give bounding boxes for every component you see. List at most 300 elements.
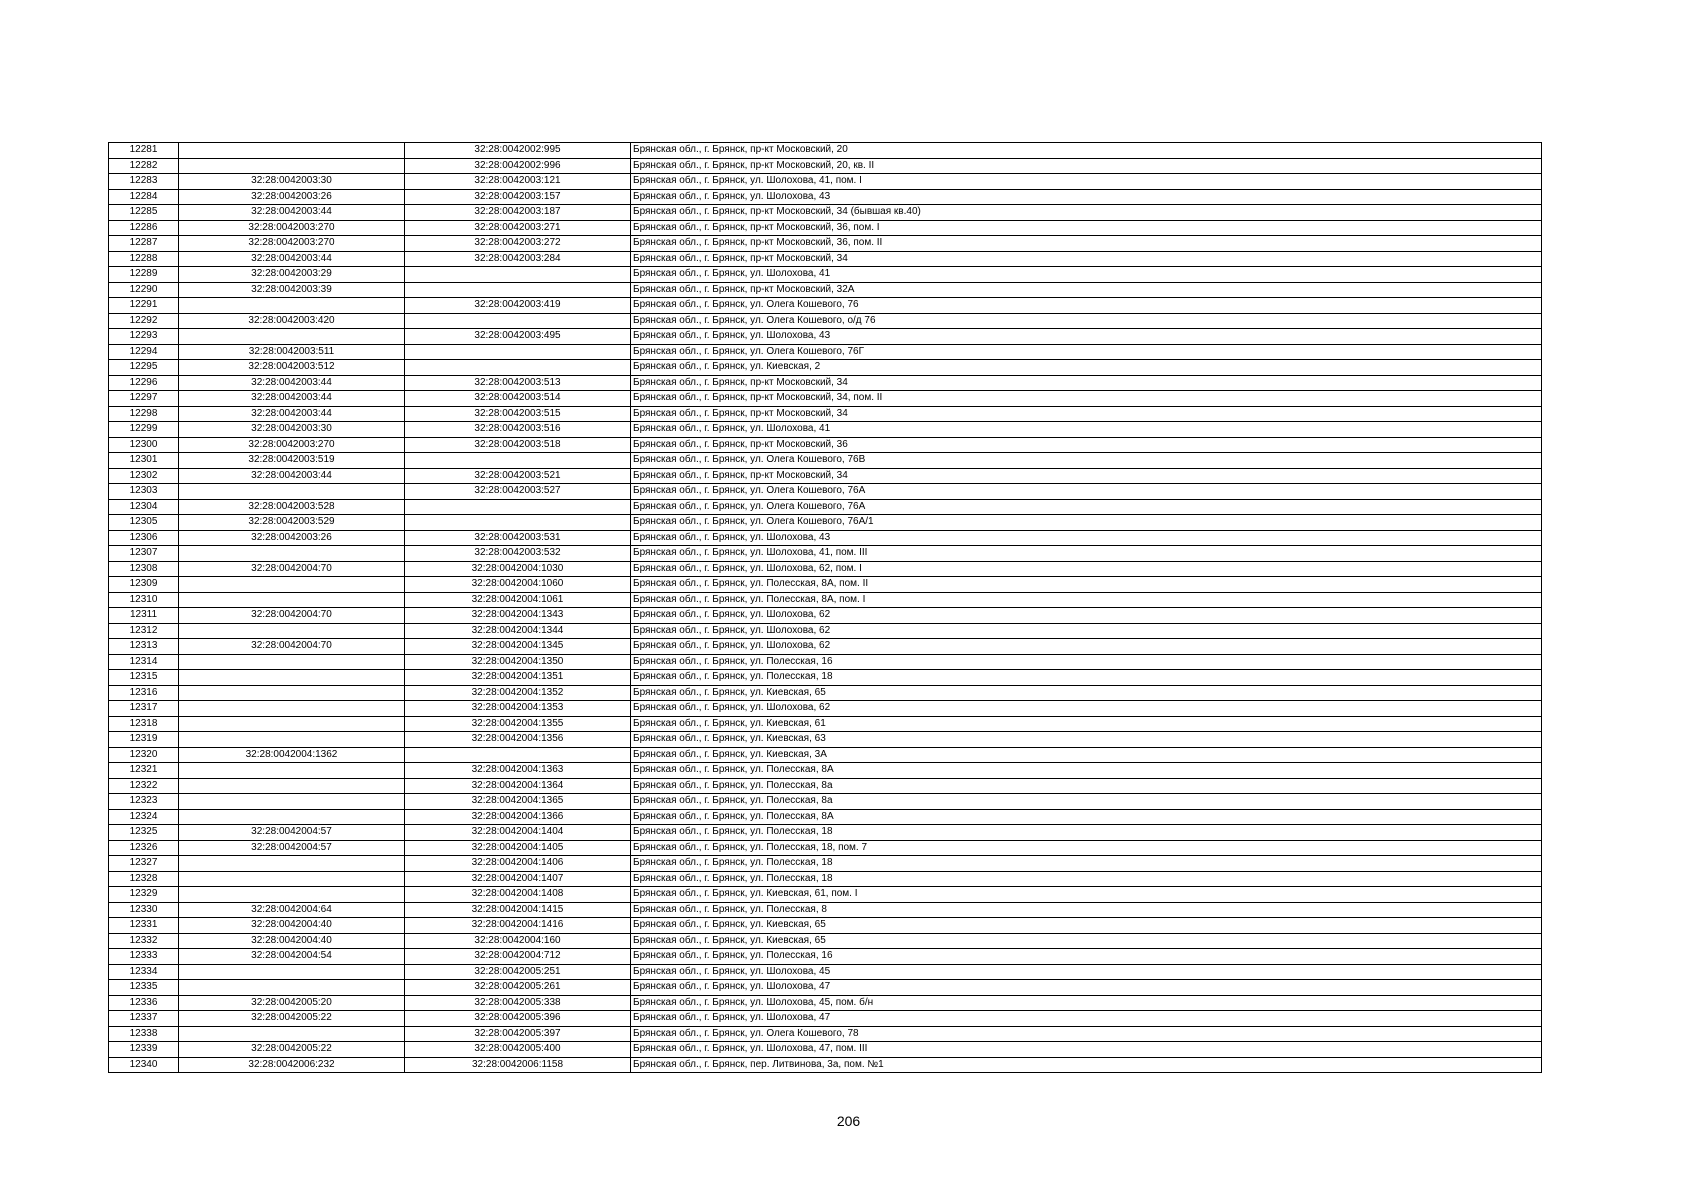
- address-cell: Брянская обл., г. Брянск, ул. Полесская, 18: [631, 670, 1542, 686]
- table-row: [109, 763, 1542, 779]
- registry-table-body: [109, 143, 1542, 1073]
- row-number-cell: 12298: [109, 406, 179, 422]
- cadastral-number-cell: 32:28:0042004:1355: [405, 716, 631, 732]
- cadastral-number-cell: [405, 360, 631, 376]
- cadastral-number-cell: 32:28:0042004:1350: [405, 654, 631, 670]
- parent-cadastral-number-cell: [179, 298, 405, 314]
- parent-cadastral-number-cell: [179, 809, 405, 825]
- parent-cadastral-number-cell: 32:28:0042003:44: [179, 391, 405, 407]
- address-cell: Брянская обл., г. Брянск, ул. Олега Кошевого, 78: [631, 1026, 1542, 1042]
- parent-cadastral-number-cell: [179, 794, 405, 810]
- table-row: [109, 515, 1542, 531]
- row-number-cell: 12294: [109, 344, 179, 360]
- row-number-cell: 12313: [109, 639, 179, 655]
- table-row: [109, 174, 1542, 190]
- address-cell: Брянская обл., г. Брянск, ул. Шолохова, 41, пом. I: [631, 174, 1542, 190]
- parent-cadastral-number-cell: [179, 592, 405, 608]
- address-cell: Брянская обл., г. Брянск, пр-кт Московский, 34, пом. II: [631, 391, 1542, 407]
- row-number-cell: 12315: [109, 670, 179, 686]
- row-number-cell: 12338: [109, 1026, 179, 1042]
- address-cell: Брянская обл., г. Брянск, ул. Шолохова, 47, пом. III: [631, 1042, 1542, 1058]
- address-cell: Брянская обл., г. Брянск, ул. Киевская, 61: [631, 716, 1542, 732]
- address-cell: Брянская обл., г. Брянск, ул. Полесская, 18, пом. 7: [631, 840, 1542, 856]
- address-cell: Брянская обл., г. Брянск, ул. Шолохова, 43: [631, 329, 1542, 345]
- parent-cadastral-number-cell: [179, 964, 405, 980]
- row-number-cell: 12328: [109, 871, 179, 887]
- address-cell: Брянская обл., г. Брянск, пр-кт Московский, 20, кв. II: [631, 158, 1542, 174]
- parent-cadastral-number-cell: 32:28:0042006:232: [179, 1057, 405, 1073]
- parent-cadastral-number-cell: 32:28:0042003:44: [179, 406, 405, 422]
- row-number-cell: 12312: [109, 623, 179, 639]
- cadastral-number-cell: [405, 515, 631, 531]
- parent-cadastral-number-cell: [179, 577, 405, 593]
- cadastral-number-cell: [405, 499, 631, 515]
- row-number-cell: 12327: [109, 856, 179, 872]
- registry-table: [108, 142, 1542, 1073]
- table-row: [109, 143, 1542, 159]
- table-row: [109, 282, 1542, 298]
- parent-cadastral-number-cell: [179, 763, 405, 779]
- parent-cadastral-number-cell: 32:28:0042004:57: [179, 840, 405, 856]
- row-number-cell: 12283: [109, 174, 179, 190]
- cadastral-number-cell: 32:28:0042004:1405: [405, 840, 631, 856]
- parent-cadastral-number-cell: [179, 701, 405, 717]
- parent-cadastral-number-cell: [179, 887, 405, 903]
- parent-cadastral-number-cell: 32:28:0042003:44: [179, 468, 405, 484]
- table-row: [109, 236, 1542, 252]
- table-row: [109, 918, 1542, 934]
- row-number-cell: 12299: [109, 422, 179, 438]
- address-cell: Брянская обл., г. Брянск, ул. Киевская, 2: [631, 360, 1542, 376]
- table-row: [109, 949, 1542, 965]
- table-row: [109, 685, 1542, 701]
- address-cell: Брянская обл., г. Брянск, ул. Шолохова, 41, пом. III: [631, 546, 1542, 562]
- address-cell: Брянская обл., г. Брянск, пр-кт Московский, 34: [631, 375, 1542, 391]
- table-row: [109, 329, 1542, 345]
- address-cell: Брянская обл., г. Брянск, ул. Полесская, 8А, пом. I: [631, 592, 1542, 608]
- table-row: [109, 701, 1542, 717]
- cadastral-number-cell: 32:28:0042004:1344: [405, 623, 631, 639]
- table-row: [109, 856, 1542, 872]
- address-cell: Брянская обл., г. Брянск, ул. Киевская, 63: [631, 732, 1542, 748]
- page-number: 206: [836, 1113, 861, 1129]
- row-number-cell: 12284: [109, 189, 179, 205]
- table-row: [109, 298, 1542, 314]
- row-number-cell: 12314: [109, 654, 179, 670]
- address-cell: Брянская обл., г. Брянск, пр-кт Московский, 34: [631, 468, 1542, 484]
- cadastral-number-cell: 32:28:0042002:995: [405, 143, 631, 159]
- cadastral-number-cell: 32:28:0042004:1030: [405, 561, 631, 577]
- table-row: [109, 995, 1542, 1011]
- row-number-cell: 12304: [109, 499, 179, 515]
- row-number-cell: 12281: [109, 143, 179, 159]
- table-row: [109, 391, 1542, 407]
- table-row: [109, 670, 1542, 686]
- table-row: [109, 716, 1542, 732]
- cadastral-number-cell: 32:28:0042004:1366: [405, 809, 631, 825]
- table-row: [109, 608, 1542, 624]
- parent-cadastral-number-cell: [179, 685, 405, 701]
- table-row: [109, 840, 1542, 856]
- table-row: [109, 1057, 1542, 1073]
- address-cell: Брянская обл., г. Брянск, ул. Киевская, 65: [631, 933, 1542, 949]
- row-number-cell: 12310: [109, 592, 179, 608]
- address-cell: Брянская обл., г. Брянск, ул. Олега Кошевого, 76А/1: [631, 515, 1542, 531]
- row-number-cell: 12331: [109, 918, 179, 934]
- parent-cadastral-number-cell: 32:28:0042003:30: [179, 174, 405, 190]
- table-row: [109, 732, 1542, 748]
- row-number-cell: 12306: [109, 530, 179, 546]
- row-number-cell: 12288: [109, 251, 179, 267]
- cadastral-number-cell: 32:28:0042004:1407: [405, 871, 631, 887]
- parent-cadastral-number-cell: 32:28:0042003:270: [179, 437, 405, 453]
- address-cell: Брянская обл., г. Брянск, ул. Шолохова, 41: [631, 267, 1542, 283]
- row-number-cell: 12320: [109, 747, 179, 763]
- cadastral-number-cell: 32:28:0042004:1345: [405, 639, 631, 655]
- parent-cadastral-number-cell: [179, 732, 405, 748]
- address-cell: Брянская обл., г. Брянск, ул. Шолохова, 43: [631, 530, 1542, 546]
- table-row: [109, 902, 1542, 918]
- table-row: [109, 422, 1542, 438]
- address-cell: Брянская обл., г. Брянск, ул. Шолохова, 62: [631, 701, 1542, 717]
- parent-cadastral-number-cell: 32:28:0042003:44: [179, 375, 405, 391]
- address-cell: Брянская обл., г. Брянск, ул. Шолохова, 43: [631, 189, 1542, 205]
- table-row: [109, 484, 1542, 500]
- address-cell: Брянская обл., г. Брянск, ул. Шолохова, 62: [631, 639, 1542, 655]
- parent-cadastral-number-cell: [179, 329, 405, 345]
- address-cell: Брянская обл., г. Брянск, ул. Олега Кошевого, 76А: [631, 484, 1542, 500]
- cadastral-number-cell: [405, 747, 631, 763]
- table-row: [109, 499, 1542, 515]
- table-row: [109, 871, 1542, 887]
- row-number-cell: 12297: [109, 391, 179, 407]
- parent-cadastral-number-cell: [179, 1026, 405, 1042]
- row-number-cell: 12333: [109, 949, 179, 965]
- parent-cadastral-number-cell: 32:28:0042004:70: [179, 561, 405, 577]
- table-row: [109, 639, 1542, 655]
- parent-cadastral-number-cell: [179, 484, 405, 500]
- parent-cadastral-number-cell: 32:28:0042003:512: [179, 360, 405, 376]
- parent-cadastral-number-cell: [179, 623, 405, 639]
- cadastral-number-cell: 32:28:0042003:187: [405, 205, 631, 221]
- row-number-cell: 12321: [109, 763, 179, 779]
- row-number-cell: 12305: [109, 515, 179, 531]
- row-number-cell: 12323: [109, 794, 179, 810]
- address-cell: Брянская обл., г. Брянск, пр-кт Московский, 36: [631, 437, 1542, 453]
- cadastral-number-cell: 32:28:0042003:495: [405, 329, 631, 345]
- cadastral-number-cell: 32:28:0042005:261: [405, 980, 631, 996]
- row-number-cell: 12292: [109, 313, 179, 329]
- table-row: [109, 1011, 1542, 1027]
- address-cell: Брянская обл., г. Брянск, ул. Полесская, 16: [631, 654, 1542, 670]
- parent-cadastral-number-cell: 32:28:0042003:26: [179, 189, 405, 205]
- parent-cadastral-number-cell: 32:28:0042003:420: [179, 313, 405, 329]
- parent-cadastral-number-cell: [179, 546, 405, 562]
- table-row: [109, 546, 1542, 562]
- row-number-cell: 12282: [109, 158, 179, 174]
- cadastral-number-cell: 32:28:0042003:515: [405, 406, 631, 422]
- cadastral-number-cell: 32:28:0042004:1353: [405, 701, 631, 717]
- cadastral-number-cell: 32:28:0042004:160: [405, 933, 631, 949]
- cadastral-number-cell: 32:28:0042004:1416: [405, 918, 631, 934]
- row-number-cell: 12289: [109, 267, 179, 283]
- address-cell: Брянская обл., г. Брянск, ул. Олега Кошевого, 76А: [631, 499, 1542, 515]
- cadastral-number-cell: 32:28:0042004:1352: [405, 685, 631, 701]
- cadastral-number-cell: 32:28:0042003:521: [405, 468, 631, 484]
- row-number-cell: 12339: [109, 1042, 179, 1058]
- parent-cadastral-number-cell: 32:28:0042003:44: [179, 251, 405, 267]
- parent-cadastral-number-cell: 32:28:0042003:511: [179, 344, 405, 360]
- address-cell: Брянская обл., г. Брянск, пер. Литвинова, 3а, пом. №1: [631, 1057, 1542, 1073]
- row-number-cell: 12293: [109, 329, 179, 345]
- row-number-cell: 12317: [109, 701, 179, 717]
- cadastral-number-cell: 32:28:0042004:1356: [405, 732, 631, 748]
- table-row: [109, 360, 1542, 376]
- address-cell: Брянская обл., г. Брянск, ул. Полесская, 18: [631, 856, 1542, 872]
- cadastral-number-cell: [405, 282, 631, 298]
- parent-cadastral-number-cell: [179, 654, 405, 670]
- cadastral-number-cell: 32:28:0042003:516: [405, 422, 631, 438]
- address-cell: Брянская обл., г. Брянск, ул. Шолохова, 47: [631, 980, 1542, 996]
- parent-cadastral-number-cell: [179, 716, 405, 732]
- row-number-cell: 12337: [109, 1011, 179, 1027]
- row-number-cell: 12330: [109, 902, 179, 918]
- address-cell: Брянская обл., г. Брянск, ул. Полесская, 8: [631, 902, 1542, 918]
- parent-cadastral-number-cell: 32:28:0042004:1362: [179, 747, 405, 763]
- cadastral-number-cell: 32:28:0042003:518: [405, 437, 631, 453]
- row-number-cell: 12295: [109, 360, 179, 376]
- row-number-cell: 12319: [109, 732, 179, 748]
- parent-cadastral-number-cell: [179, 143, 405, 159]
- table-row: [109, 406, 1542, 422]
- row-number-cell: 12287: [109, 236, 179, 252]
- row-number-cell: 12311: [109, 608, 179, 624]
- cadastral-number-cell: [405, 453, 631, 469]
- address-cell: Брянская обл., г. Брянск, ул. Полесская, 16: [631, 949, 1542, 965]
- cadastral-number-cell: 32:28:0042003:419: [405, 298, 631, 314]
- cadastral-number-cell: 32:28:0042004:1060: [405, 577, 631, 593]
- table-row: [109, 1042, 1542, 1058]
- address-cell: Брянская обл., г. Брянск, ул. Олега Кошевого, о/д 76: [631, 313, 1542, 329]
- table-row: [109, 344, 1542, 360]
- parent-cadastral-number-cell: [179, 871, 405, 887]
- address-cell: Брянская обл., г. Брянск, ул. Киевская, 65: [631, 685, 1542, 701]
- table-row: [109, 654, 1542, 670]
- cadastral-number-cell: 32:28:0042004:1364: [405, 778, 631, 794]
- row-number-cell: 12324: [109, 809, 179, 825]
- row-number-cell: 12326: [109, 840, 179, 856]
- cadastral-number-cell: 32:28:0042003:513: [405, 375, 631, 391]
- cadastral-number-cell: 32:28:0042002:996: [405, 158, 631, 174]
- cadastral-number-cell: 32:28:0042003:514: [405, 391, 631, 407]
- parent-cadastral-number-cell: 32:28:0042004:40: [179, 918, 405, 934]
- table-row: [109, 577, 1542, 593]
- cadastral-number-cell: [405, 313, 631, 329]
- row-number-cell: 12291: [109, 298, 179, 314]
- table-row: [109, 267, 1542, 283]
- parent-cadastral-number-cell: 32:28:0042003:528: [179, 499, 405, 515]
- cadastral-number-cell: 32:28:0042003:527: [405, 484, 631, 500]
- parent-cadastral-number-cell: 32:28:0042003:44: [179, 205, 405, 221]
- cadastral-number-cell: [405, 344, 631, 360]
- address-cell: Брянская обл., г. Брянск, ул. Полесская, 8А, пом. II: [631, 577, 1542, 593]
- address-cell: Брянская обл., г. Брянск, пр-кт Московский, 32А: [631, 282, 1542, 298]
- table-row: [109, 189, 1542, 205]
- row-number-cell: 12285: [109, 205, 179, 221]
- table-row: [109, 825, 1542, 841]
- address-cell: Брянская обл., г. Брянск, ул. Полесская, 8А: [631, 809, 1542, 825]
- cadastral-number-cell: 32:28:0042005:251: [405, 964, 631, 980]
- table-row: [109, 980, 1542, 996]
- table-row: [109, 468, 1542, 484]
- cadastral-number-cell: 32:28:0042004:1408: [405, 887, 631, 903]
- row-number-cell: 12300: [109, 437, 179, 453]
- cadastral-number-cell: 32:28:0042005:397: [405, 1026, 631, 1042]
- address-cell: Брянская обл., г. Брянск, ул. Шолохова, 62, пом. I: [631, 561, 1542, 577]
- parent-cadastral-number-cell: 32:28:0042003:529: [179, 515, 405, 531]
- row-number-cell: 12286: [109, 220, 179, 236]
- cadastral-number-cell: 32:28:0042005:396: [405, 1011, 631, 1027]
- parent-cadastral-number-cell: 32:28:0042005:20: [179, 995, 405, 1011]
- row-number-cell: 12340: [109, 1057, 179, 1073]
- cadastral-number-cell: 32:28:0042003:532: [405, 546, 631, 562]
- row-number-cell: 12296: [109, 375, 179, 391]
- address-cell: Брянская обл., г. Брянск, пр-кт Московский, 20: [631, 143, 1542, 159]
- table-row: [109, 778, 1542, 794]
- row-number-cell: 12325: [109, 825, 179, 841]
- cadastral-number-cell: 32:28:0042003:531: [405, 530, 631, 546]
- cadastral-number-cell: 32:28:0042003:284: [405, 251, 631, 267]
- table-row: [109, 437, 1542, 453]
- parent-cadastral-number-cell: [179, 670, 405, 686]
- address-cell: Брянская обл., г. Брянск, пр-кт Московский, 36, пом. I: [631, 220, 1542, 236]
- table-row: [109, 453, 1542, 469]
- row-number-cell: 12334: [109, 964, 179, 980]
- parent-cadastral-number-cell: 32:28:0042004:70: [179, 608, 405, 624]
- address-cell: Брянская обл., г. Брянск, ул. Олега Кошевого, 76: [631, 298, 1542, 314]
- table-row: [109, 313, 1542, 329]
- cadastral-number-cell: 32:28:0042004:1415: [405, 902, 631, 918]
- address-cell: Брянская обл., г. Брянск, пр-кт Московский, 34: [631, 251, 1542, 267]
- parent-cadastral-number-cell: 32:28:0042005:22: [179, 1042, 405, 1058]
- parent-cadastral-number-cell: 32:28:0042003:26: [179, 530, 405, 546]
- address-cell: Брянская обл., г. Брянск, пр-кт Московский, 34 (бывшая кв.40): [631, 205, 1542, 221]
- cadastral-number-cell: 32:28:0042003:121: [405, 174, 631, 190]
- table-row: [109, 964, 1542, 980]
- row-number-cell: 12308: [109, 561, 179, 577]
- cadastral-number-cell: 32:28:0042004:1404: [405, 825, 631, 841]
- table-row: [109, 220, 1542, 236]
- parent-cadastral-number-cell: [179, 856, 405, 872]
- address-cell: Брянская обл., г. Брянск, ул. Киевская, 61, пом. I: [631, 887, 1542, 903]
- cadastral-number-cell: 32:28:0042005:400: [405, 1042, 631, 1058]
- cadastral-number-cell: 32:28:0042004:1351: [405, 670, 631, 686]
- address-cell: Брянская обл., г. Брянск, ул. Шолохова, 62: [631, 623, 1542, 639]
- table-row: [109, 158, 1542, 174]
- address-cell: Брянская обл., г. Брянск, ул. Шолохова, 62: [631, 608, 1542, 624]
- address-cell: Брянская обл., г. Брянск, ул. Шолохова, 47: [631, 1011, 1542, 1027]
- table-row: [109, 794, 1542, 810]
- parent-cadastral-number-cell: [179, 158, 405, 174]
- row-number-cell: 12290: [109, 282, 179, 298]
- address-cell: Брянская обл., г. Брянск, ул. Киевская, 65: [631, 918, 1542, 934]
- table-row: [109, 205, 1542, 221]
- parent-cadastral-number-cell: 32:28:0042004:54: [179, 949, 405, 965]
- parent-cadastral-number-cell: 32:28:0042004:40: [179, 933, 405, 949]
- parent-cadastral-number-cell: 32:28:0042003:519: [179, 453, 405, 469]
- parent-cadastral-number-cell: [179, 980, 405, 996]
- parent-cadastral-number-cell: 32:28:0042003:29: [179, 267, 405, 283]
- address-cell: Брянская обл., г. Брянск, ул. Олега Кошевого, 76Г: [631, 344, 1542, 360]
- row-number-cell: 12302: [109, 468, 179, 484]
- row-number-cell: 12303: [109, 484, 179, 500]
- row-number-cell: 12301: [109, 453, 179, 469]
- cadastral-number-cell: 32:28:0042004:1363: [405, 763, 631, 779]
- parent-cadastral-number-cell: 32:28:0042004:57: [179, 825, 405, 841]
- cadastral-number-cell: [405, 267, 631, 283]
- cadastral-number-cell: 32:28:0042003:272: [405, 236, 631, 252]
- row-number-cell: 12307: [109, 546, 179, 562]
- parent-cadastral-number-cell: 32:28:0042003:270: [179, 220, 405, 236]
- cadastral-number-cell: 32:28:0042006:1158: [405, 1057, 631, 1073]
- address-cell: Брянская обл., г. Брянск, ул. Полесская, 18: [631, 825, 1542, 841]
- address-cell: Брянская обл., г. Брянск, ул. Полесская, 8А: [631, 763, 1542, 779]
- table-row: [109, 375, 1542, 391]
- parent-cadastral-number-cell: 32:28:0042003:270: [179, 236, 405, 252]
- cadastral-number-cell: 32:28:0042004:712: [405, 949, 631, 965]
- address-cell: Брянская обл., г. Брянск, пр-кт Московский, 36, пом. II: [631, 236, 1542, 252]
- address-cell: Брянская обл., г. Брянск, ул. Полесская, 8а: [631, 778, 1542, 794]
- cadastral-number-cell: 32:28:0042004:1343: [405, 608, 631, 624]
- address-cell: Брянская обл., г. Брянск, ул. Шолохова, 41: [631, 422, 1542, 438]
- table-row: [109, 561, 1542, 577]
- table-row: [109, 933, 1542, 949]
- parent-cadastral-number-cell: [179, 778, 405, 794]
- address-cell: Брянская обл., г. Брянск, ул. Полесская, 18: [631, 871, 1542, 887]
- parent-cadastral-number-cell: 32:28:0042005:22: [179, 1011, 405, 1027]
- table-row: [109, 809, 1542, 825]
- row-number-cell: 12336: [109, 995, 179, 1011]
- cadastral-number-cell: 32:28:0042004:1365: [405, 794, 631, 810]
- row-number-cell: 12335: [109, 980, 179, 996]
- address-cell: Брянская обл., г. Брянск, пр-кт Московский, 34: [631, 406, 1542, 422]
- row-number-cell: 12309: [109, 577, 179, 593]
- address-cell: Брянская обл., г. Брянск, ул. Полесская, 8а: [631, 794, 1542, 810]
- parent-cadastral-number-cell: 32:28:0042003:30: [179, 422, 405, 438]
- table-row: [109, 530, 1542, 546]
- address-cell: Брянская обл., г. Брянск, ул. Олега Кошевого, 76В: [631, 453, 1542, 469]
- cadastral-number-cell: 32:28:0042005:338: [405, 995, 631, 1011]
- table-row: [109, 623, 1542, 639]
- cadastral-number-cell: 32:28:0042004:1061: [405, 592, 631, 608]
- address-cell: Брянская обл., г. Брянск, ул. Шолохова, 45: [631, 964, 1542, 980]
- row-number-cell: 12322: [109, 778, 179, 794]
- row-number-cell: 12332: [109, 933, 179, 949]
- table-row: [109, 887, 1542, 903]
- parent-cadastral-number-cell: 32:28:0042003:39: [179, 282, 405, 298]
- cadastral-number-cell: 32:28:0042003:271: [405, 220, 631, 236]
- row-number-cell: 12318: [109, 716, 179, 732]
- table-row: [109, 592, 1542, 608]
- cadastral-number-cell: 32:28:0042003:157: [405, 189, 631, 205]
- parent-cadastral-number-cell: 32:28:0042004:70: [179, 639, 405, 655]
- row-number-cell: 12316: [109, 685, 179, 701]
- parent-cadastral-number-cell: 32:28:0042004:64: [179, 902, 405, 918]
- table-row: [109, 251, 1542, 267]
- address-cell: Брянская обл., г. Брянск, ул. Шолохова, 45, пом. б/н: [631, 995, 1542, 1011]
- row-number-cell: 12329: [109, 887, 179, 903]
- cadastral-number-cell: 32:28:0042004:1406: [405, 856, 631, 872]
